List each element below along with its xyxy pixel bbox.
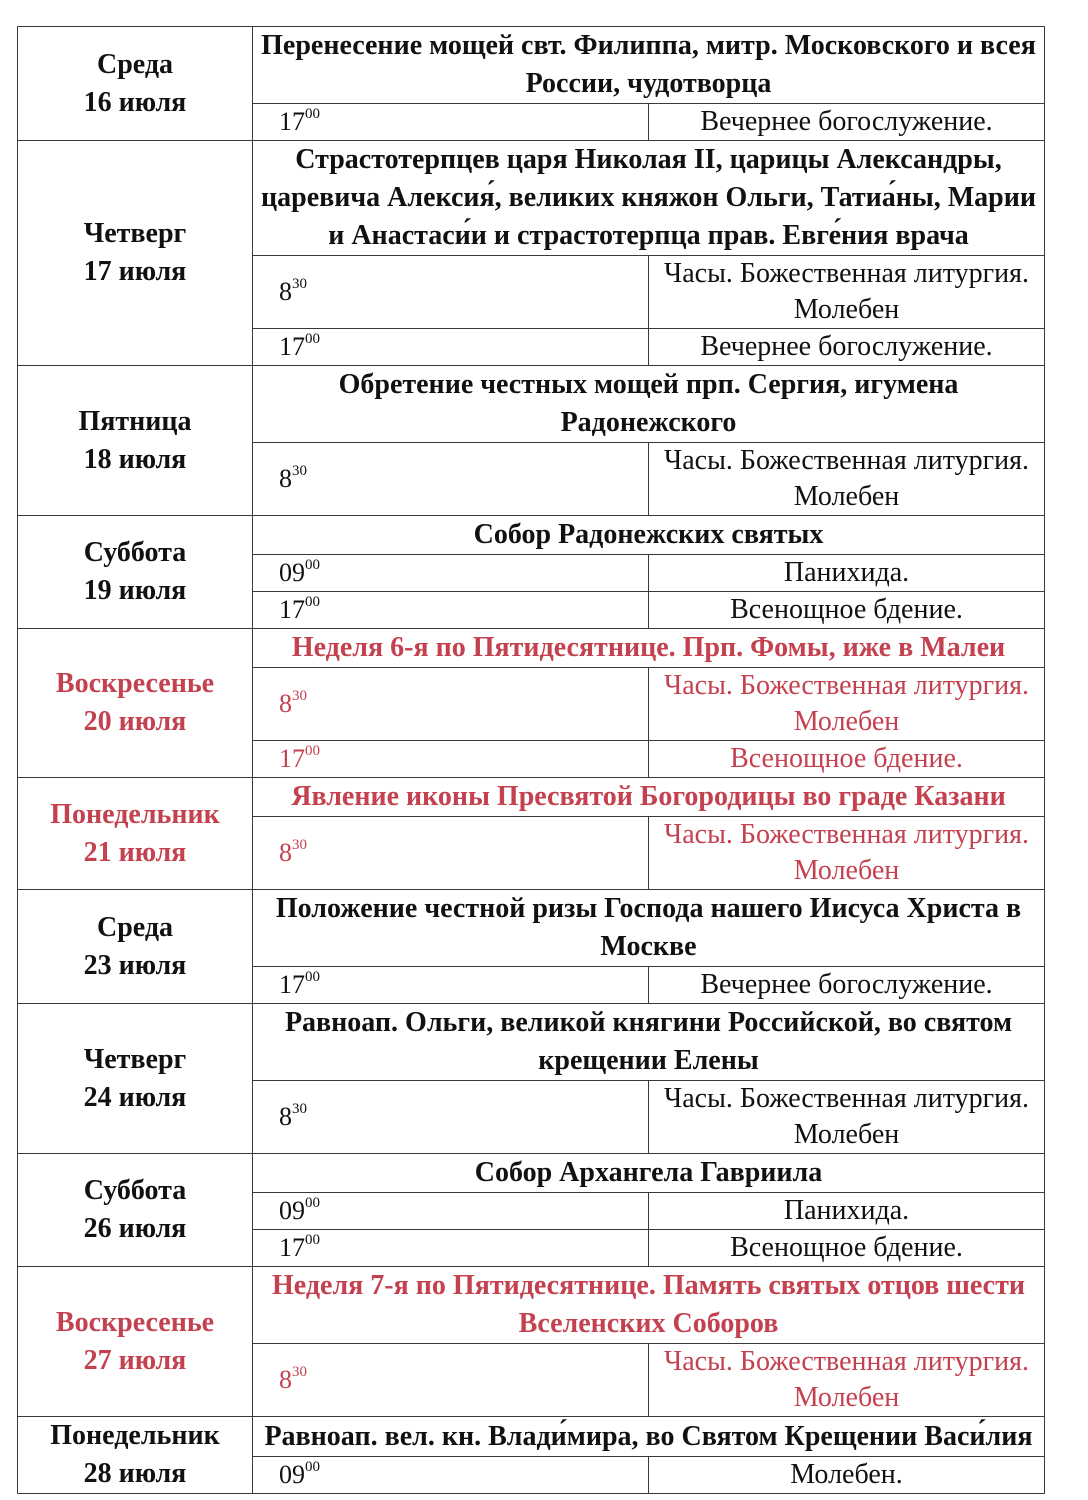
weekday-label: Понедельник	[50, 1420, 220, 1451]
feast-title: Явление иконы Пресвятой Богородицы во граде Казани	[253, 778, 1045, 817]
date-label: 26 июля	[83, 1213, 187, 1244]
day-block	[18, 890, 1045, 1004]
day-block	[18, 629, 1045, 778]
day-block	[18, 1004, 1045, 1154]
time-minutes: 00	[305, 1195, 320, 1212]
time-minutes: 00	[305, 557, 320, 574]
day-cell	[18, 629, 253, 778]
service-time	[253, 1193, 649, 1230]
day-block	[18, 27, 1045, 141]
day-title-row	[18, 27, 1045, 104]
service-time	[253, 104, 649, 141]
service-name: Вечернее богослужение.	[649, 329, 1045, 366]
service-name: Часы. Божественная литургия. Молебен	[649, 256, 1045, 329]
day-title-row	[18, 1417, 1045, 1457]
service-name: Часы. Божественная литургия. Молебен	[649, 668, 1045, 741]
day-title-row	[18, 141, 1045, 256]
time-hour: 17	[279, 744, 305, 773]
weekday-label: Среда	[96, 48, 173, 80]
feast-title: Перенесение мощей свт. Филиппа, митр. Московского и всея России, чудотворца	[253, 27, 1045, 104]
day-title-row	[18, 516, 1045, 555]
feast-title: Положение честной ризы Господа нашего Иисуса Христа в Москве	[253, 890, 1045, 967]
day-block	[18, 1154, 1045, 1267]
service-name: Всенощное бдение.	[649, 1230, 1045, 1267]
service-time	[253, 555, 649, 592]
day-block	[18, 366, 1045, 516]
day-block	[18, 1417, 1045, 1494]
service-time	[253, 443, 649, 516]
time-hour: 8	[279, 1102, 292, 1131]
date-label: 24 июля	[83, 1081, 187, 1113]
time-hour: 8	[279, 464, 292, 493]
service-name: Всенощное бдение.	[649, 592, 1045, 629]
time-hour: 8	[279, 838, 292, 867]
service-time	[253, 329, 649, 366]
day-cell	[18, 1004, 253, 1154]
service-name: Часы. Божественная литургия. Молебен	[649, 1081, 1045, 1154]
day-cell	[18, 778, 253, 890]
day-block	[18, 778, 1045, 890]
service-name: Панихида.	[649, 555, 1045, 592]
time-minutes: 30	[292, 837, 307, 854]
time-minutes: 00	[305, 106, 320, 123]
service-time	[253, 1230, 649, 1267]
service-time	[253, 1081, 649, 1154]
feast-title: Собор Радонежских святых	[253, 516, 1045, 555]
time-minutes: 30	[292, 463, 307, 480]
service-time	[253, 1457, 649, 1494]
feast-title: Страстотерпцев царя Николая II, царицы Александры, царевича Алексия́, великих княжон Ольги, Татиа́ны, Марии и Анастаси́и и страстотерпца прав. Евге́ния врача	[253, 141, 1045, 256]
date-label: 28 июля	[83, 1458, 187, 1489]
date-label: 27 июля	[83, 1344, 187, 1376]
day-cell	[18, 516, 253, 629]
weekday-label: Понедельник	[50, 798, 220, 830]
date-label: 23 июля	[83, 949, 187, 981]
service-time	[253, 592, 649, 629]
time-hour: 09	[279, 558, 305, 587]
date-label: 20 июля	[83, 706, 187, 737]
feast-title: Неделя 7-я по Пятидесятнице. Память святых отцов шести Вселенских Соборов	[253, 1267, 1045, 1344]
feast-title: Равноап. вел. кн. Влади́мира, во Святом Крещении Васи́лия	[253, 1417, 1045, 1457]
time-hour: 17	[279, 1233, 305, 1262]
time-minutes: 00	[305, 743, 320, 760]
date-label: 18 июля	[83, 443, 187, 475]
day-title-row	[18, 778, 1045, 817]
service-name: Вечернее богослужение.	[649, 104, 1045, 141]
time-minutes: 00	[305, 969, 320, 986]
service-name: Часы. Божественная литургия. Молебен	[649, 1344, 1045, 1417]
service-name: Молебен.	[649, 1457, 1045, 1494]
time-minutes: 30	[292, 688, 307, 705]
service-name: Часы. Божественная литургия. Молебен	[649, 443, 1045, 516]
feast-title: Обретение честных мощей прп. Сергия, игумена Радонежского	[253, 366, 1045, 443]
feast-title: Собор Архангела Гавриила	[253, 1154, 1045, 1193]
day-cell	[18, 366, 253, 516]
time-hour: 8	[279, 1365, 292, 1394]
day-title-row	[18, 1004, 1045, 1081]
day-block	[18, 1267, 1045, 1417]
weekday-label: Воскресенье	[55, 1306, 215, 1338]
time-hour: 09	[279, 1196, 305, 1225]
day-cell	[18, 1267, 253, 1417]
day-title-row	[18, 366, 1045, 443]
weekday-label: Суббота	[83, 537, 187, 568]
day-cell	[18, 1154, 253, 1267]
schedule-table	[17, 26, 1045, 1494]
day-title-row	[18, 1154, 1045, 1193]
service-time	[253, 817, 649, 890]
service-name: Всенощное бдение.	[649, 741, 1045, 778]
time-minutes: 00	[305, 1459, 320, 1476]
service-name: Вечернее богослужение.	[649, 967, 1045, 1004]
weekday-label: Воскресенье	[55, 668, 215, 699]
feast-title: Неделя 6-я по Пятидесятнице. Прп. Фомы, иже в Малеи	[253, 629, 1045, 668]
date-label: 16 июля	[83, 86, 187, 118]
time-hour: 17	[279, 332, 305, 361]
service-name: Панихида.	[649, 1193, 1045, 1230]
time-minutes: 00	[305, 331, 320, 348]
time-minutes: 30	[292, 1101, 307, 1118]
time-hour: 17	[279, 970, 305, 999]
weekday-label: Четверг	[83, 218, 187, 249]
date-label: 19 июля	[83, 575, 187, 606]
day-title-row	[18, 629, 1045, 668]
service-name: Часы. Божественная литургия. Молебен	[649, 817, 1045, 890]
service-time	[253, 668, 649, 741]
day-cell	[18, 27, 253, 141]
day-block	[18, 516, 1045, 629]
day-cell	[18, 1417, 253, 1494]
time-minutes: 00	[305, 1232, 320, 1249]
time-minutes: 30	[292, 1364, 307, 1381]
service-time	[253, 256, 649, 329]
day-title-row	[18, 890, 1045, 967]
weekday-label: Пятница	[78, 405, 192, 437]
day-cell	[18, 141, 253, 366]
day-title-row	[18, 1267, 1045, 1344]
day-block	[18, 141, 1045, 366]
service-time	[253, 967, 649, 1004]
weekday-label: Среда	[96, 911, 173, 943]
weekday-label: Четверг	[83, 1043, 187, 1075]
weekday-label: Суббота	[83, 1175, 187, 1206]
service-time	[253, 741, 649, 778]
time-hour: 8	[279, 277, 292, 306]
day-cell	[18, 890, 253, 1004]
service-time	[253, 1344, 649, 1417]
time-minutes: 00	[305, 594, 320, 611]
time-hour: 17	[279, 595, 305, 624]
time-minutes: 30	[292, 276, 307, 293]
date-label: 17 июля	[83, 256, 187, 287]
date-label: 21 июля	[83, 836, 187, 868]
time-hour: 8	[279, 689, 292, 718]
feast-title: Равноап. Ольги, великой княгини Российской, во святом крещении Елены	[253, 1004, 1045, 1081]
time-hour: 09	[279, 1460, 305, 1489]
time-hour: 17	[279, 107, 305, 136]
